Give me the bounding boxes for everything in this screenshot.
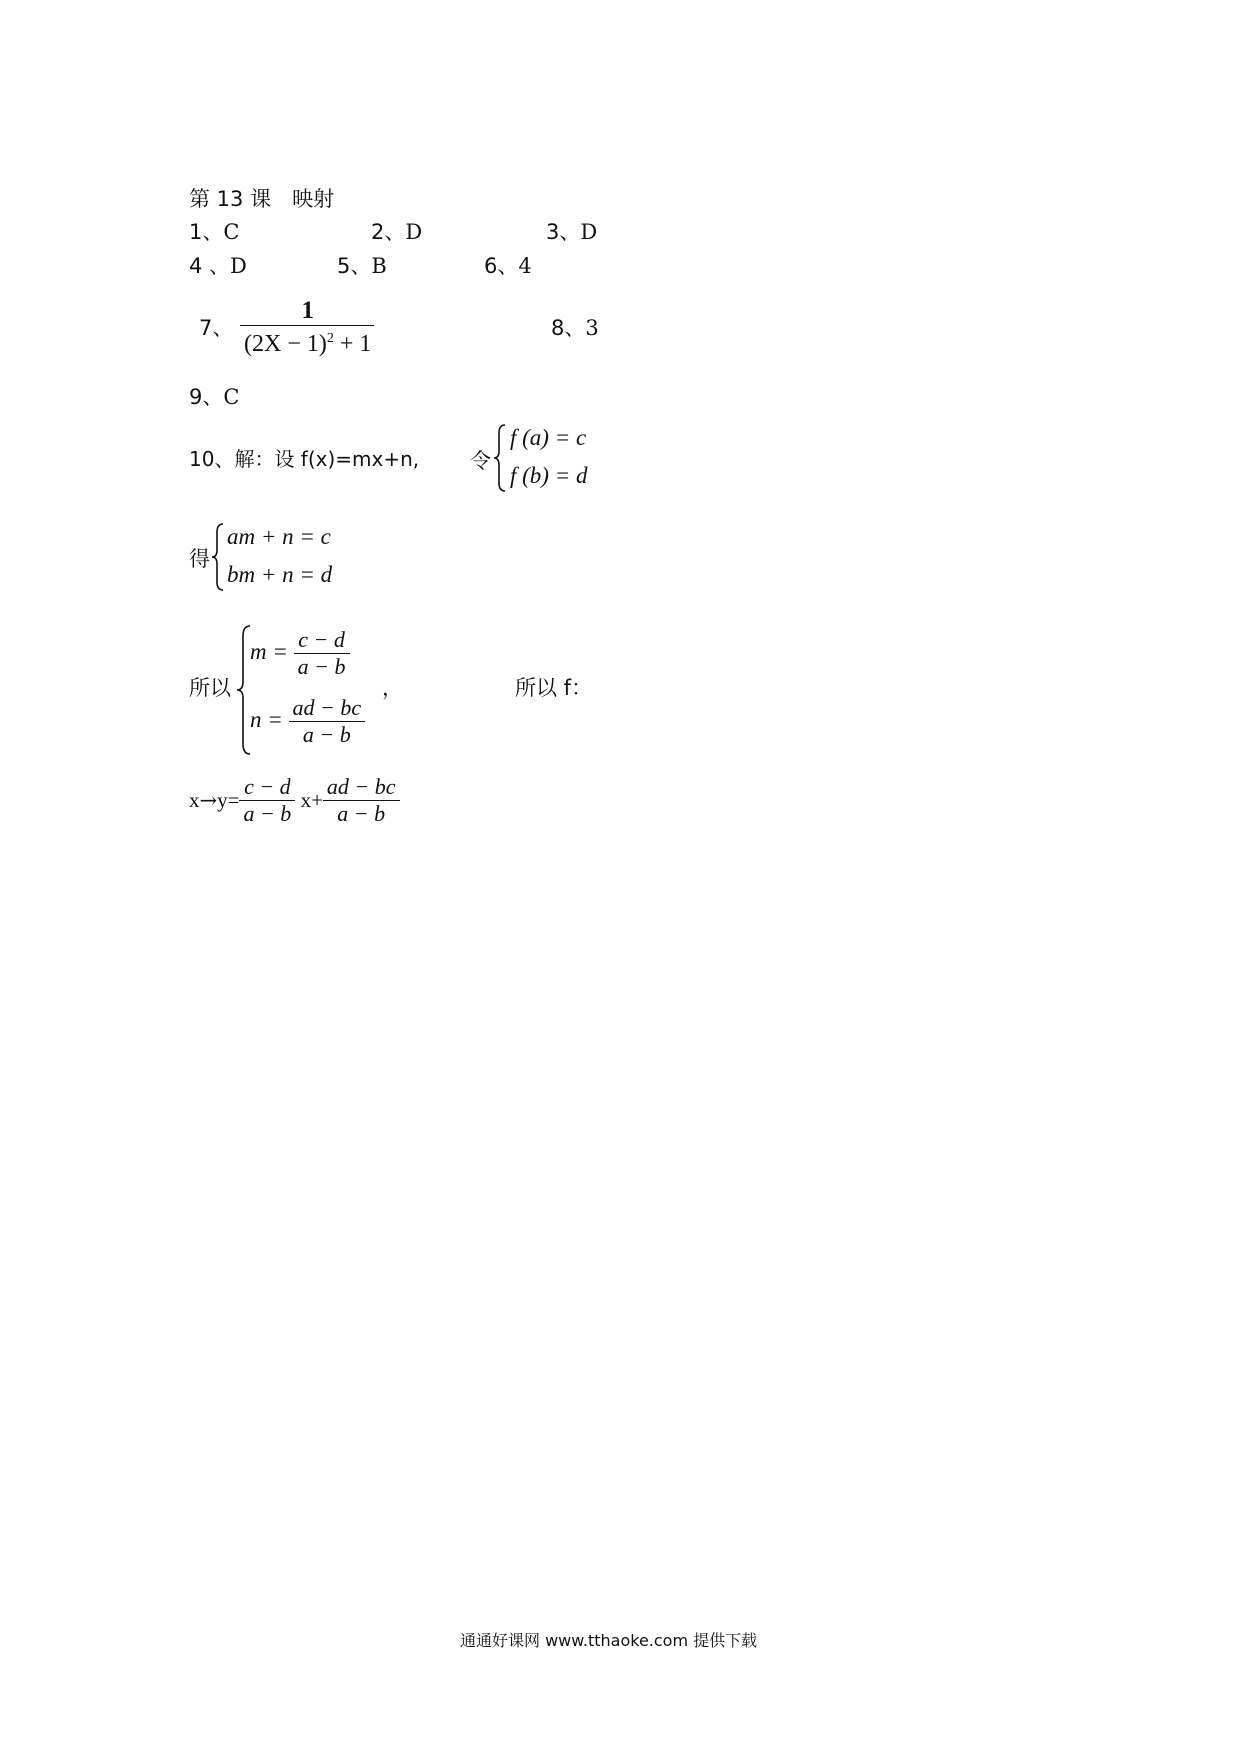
answer-3-number: 3、	[546, 220, 581, 244]
lesson-title: 第 13 课 映射	[189, 187, 335, 211]
answer-4	[189, 253, 247, 279]
sys3-m-row	[250, 627, 350, 680]
answer-2-value: D	[405, 220, 423, 244]
sys2-line1: am + n = c	[227, 524, 331, 549]
page-footer: 通通好课网 www.tthaoke.com 提供下载	[460, 1631, 758, 1650]
answer-4-value: D	[230, 254, 247, 278]
answer-6-value: 4	[518, 254, 532, 278]
sys3-n-numerator: ad − bc	[292, 695, 362, 720]
answer-1	[189, 219, 239, 245]
final-f2-numerator: ad − bc	[326, 774, 396, 799]
answer-8-value: 3	[585, 316, 599, 340]
answer-4-number: 4 、	[189, 254, 231, 278]
answer-1-value: C	[223, 220, 240, 244]
answer-7-denominator: $(2X - 1)^2 + 1$	[244, 331, 372, 357]
answer-6-number: 6、	[484, 254, 519, 278]
sys3-m-lhs: m =	[250, 638, 288, 664]
answer-9-number: 9、	[189, 385, 224, 409]
answer-5-value: B	[371, 254, 387, 278]
final-f1-denominator: a − b	[243, 801, 292, 826]
sys3-n-denominator: a − b	[302, 722, 351, 747]
answer-9-value: C	[223, 385, 240, 409]
answer-7-number: 7、	[199, 316, 234, 340]
left-brace-icon	[493, 423, 507, 493]
final-mid: x+	[295, 788, 323, 812]
answer-2-number: 2、	[371, 220, 406, 244]
arrow-right-icon: →	[199, 788, 218, 813]
sys3-n-row	[250, 695, 365, 748]
final-prefix: x	[189, 788, 200, 812]
q10-intro: 10、解：设 f(x)=mx+n,	[189, 447, 420, 471]
answer-9	[189, 384, 239, 410]
sys3-n-lhs: n =	[250, 706, 283, 732]
answer-7-numerator: 1	[301, 297, 314, 324]
sys3-m-denominator: a − b	[297, 654, 346, 679]
q10-suoyi: 所以	[189, 676, 231, 700]
final-fraction-2	[323, 774, 400, 827]
q10-comma: ，	[382, 676, 403, 700]
final-f2-denominator: a − b	[337, 801, 386, 826]
answer-8-number: 8、	[551, 316, 586, 340]
sys1-line1: f (a) = c	[510, 425, 587, 450]
q10-final-mapping	[189, 774, 400, 827]
answer-2	[371, 219, 422, 245]
answer-8	[551, 315, 599, 341]
q10-ling: 令	[470, 449, 491, 473]
final-f1-numerator: c − d	[244, 774, 291, 799]
answer-6	[484, 253, 532, 279]
answer-3	[546, 219, 597, 245]
answer-5-number: 5、	[337, 254, 372, 278]
sys2-line2: bm + n = d	[227, 562, 333, 587]
answer-1-number: 1、	[189, 220, 224, 244]
q10-suoyi-f: 所以 f：	[515, 676, 593, 700]
sys1-line2: f (b) = d	[510, 463, 588, 488]
answer-7-fraction	[240, 296, 375, 358]
final-y-eq: y=	[217, 788, 240, 812]
answer-5	[337, 253, 387, 279]
sys3-m-numerator: c − d	[298, 627, 345, 652]
final-fraction-1	[239, 774, 295, 827]
left-brace-icon	[211, 522, 225, 592]
q10-de: 得	[189, 547, 210, 571]
answer-3-value: D	[580, 220, 598, 244]
